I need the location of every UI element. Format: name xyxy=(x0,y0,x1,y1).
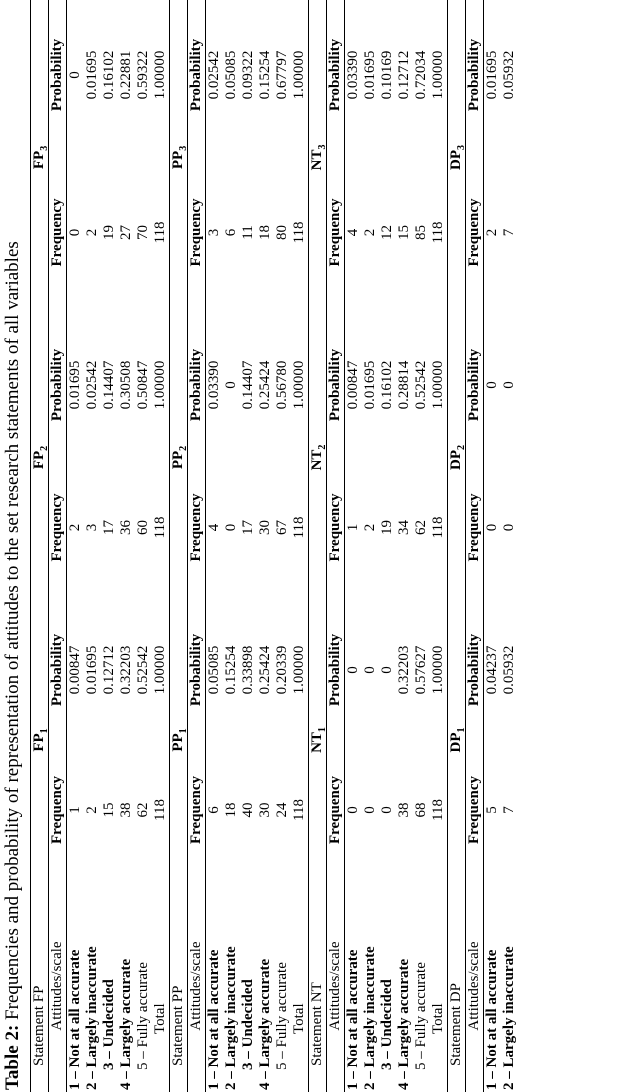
frequency-cell: 15 xyxy=(396,224,412,240)
frequency-cell: 34 xyxy=(396,519,412,535)
frequency-cell: 62 xyxy=(413,519,429,535)
probability-header: Probability xyxy=(327,0,345,150)
attitude-label: 4 – Largely accurate xyxy=(257,958,273,1090)
table-row xyxy=(135,0,152,1092)
statement-row xyxy=(309,0,327,1092)
frequency-cell: 4 xyxy=(345,228,361,237)
probability-cell: 0.10169 xyxy=(379,50,395,100)
attitude-label: 3 – Undecided xyxy=(101,979,117,1070)
frequency-cell: 0 xyxy=(223,523,239,532)
attitude-label: 1 – Not at all accurate xyxy=(345,949,361,1090)
attitude-label: 2 – Largely inaccurate xyxy=(501,946,517,1090)
column-header-row xyxy=(327,0,345,1092)
attitudes-header: Attitudes/scale xyxy=(466,880,484,1092)
attitude-label: Total xyxy=(291,1003,307,1034)
table-row xyxy=(345,0,363,1092)
attitude-label: 2 – Largely inaccurate xyxy=(84,946,100,1090)
probability-cell: 0.01695 xyxy=(362,50,378,100)
probability-cell: 0 xyxy=(67,71,83,79)
probability-cell: 0 xyxy=(484,381,500,389)
table-row xyxy=(67,0,85,1092)
probability-cell: 1.00000 xyxy=(152,360,168,410)
statement-row xyxy=(448,0,466,1092)
probability-header: Probability xyxy=(327,600,345,740)
variable-subscript: 2 xyxy=(456,444,467,450)
probability-cell: 0.05085 xyxy=(206,645,222,695)
probability-cell: 0 xyxy=(345,666,361,674)
probability-cell: 0.01695 xyxy=(484,50,500,100)
total-row xyxy=(430,0,448,1092)
table-row xyxy=(501,0,518,1092)
frequency-cell: 118 xyxy=(152,516,168,539)
probability-cell: 0.52542 xyxy=(413,360,429,410)
frequency-cell: 40 xyxy=(240,802,256,818)
variable-subscript: 2 xyxy=(178,445,189,451)
frequency-cell: 118 xyxy=(430,799,446,821)
frequency-header: Frequency xyxy=(466,455,484,600)
frequency-cell: 2 xyxy=(362,523,378,532)
probability-header: Probability xyxy=(327,315,345,455)
frequency-header: Frequency xyxy=(466,740,484,880)
frequency-cell: 60 xyxy=(135,519,151,535)
probability-cell: 1.00000 xyxy=(430,360,446,410)
statement-label: Statement NT xyxy=(309,880,327,1092)
probability-cell: 0.14407 xyxy=(240,360,256,410)
table-caption xyxy=(0,241,26,1090)
variable-group-header xyxy=(170,600,188,880)
variable-group-header xyxy=(309,315,327,600)
probability-cell: 0.01695 xyxy=(67,360,83,410)
frequency-header: Frequency xyxy=(188,740,206,880)
frequency-cell: 24 xyxy=(274,802,290,818)
table-row xyxy=(257,0,274,1092)
table-row xyxy=(379,0,396,1092)
probability-cell: 0.03390 xyxy=(345,50,361,100)
probability-cell: 0.56780 xyxy=(274,360,290,410)
frequency-header: Frequency xyxy=(49,740,67,880)
attitude-label: 2 – Largely inaccurate xyxy=(223,946,239,1090)
frequency-cell: 17 xyxy=(101,519,117,535)
table-row xyxy=(362,0,379,1092)
frequency-cell: 3 xyxy=(84,523,100,532)
variable-group-header xyxy=(448,315,466,600)
probability-header: Probability xyxy=(49,315,67,455)
probability-cell: 0.05932 xyxy=(501,645,517,695)
probability-cell: 0.22881 xyxy=(118,50,134,100)
variable-name: DP xyxy=(448,449,464,470)
table-row xyxy=(206,0,224,1092)
frequency-cell: 2 xyxy=(362,228,378,237)
frequency-header: Frequency xyxy=(327,455,345,600)
statement-label: Statement FP xyxy=(31,880,49,1092)
probability-cell: 0.32203 xyxy=(396,645,412,695)
probability-cell: 0.04237 xyxy=(484,645,500,695)
frequency-cell: 0 xyxy=(379,806,395,814)
frequency-cell: 7 xyxy=(501,806,517,814)
probability-cell: 0.20339 xyxy=(274,645,290,695)
frequency-cell: 17 xyxy=(240,519,256,535)
probability-cell: 0.30508 xyxy=(118,360,134,410)
frequency-cell: 1 xyxy=(67,806,83,814)
probability-cell: 0.03390 xyxy=(206,360,222,410)
probability-header: Probability xyxy=(466,600,484,740)
table-row xyxy=(118,0,135,1092)
probability-header: Probability xyxy=(188,600,206,740)
probability-cell: 0.15254 xyxy=(223,645,239,695)
attitudes-header: Attitudes/scale xyxy=(49,880,67,1092)
probability-cell: 0.15254 xyxy=(257,50,273,100)
probability-cell: 1.00000 xyxy=(152,645,168,695)
frequency-cell: 18 xyxy=(257,224,273,240)
frequency-cell: 80 xyxy=(274,224,290,240)
attitudes-header: Attitudes/scale xyxy=(188,880,206,1092)
variable-subscript: 3 xyxy=(456,144,467,150)
attitude-label: 5 – Fully accurate xyxy=(274,962,290,1070)
variable-name: PP xyxy=(170,733,186,752)
variable-subscript: 1 xyxy=(317,727,328,733)
frequency-cell: 30 xyxy=(257,519,273,535)
variable-group-header xyxy=(309,0,327,315)
variable-subscript: 1 xyxy=(456,727,467,733)
frequency-cell: 36 xyxy=(118,519,134,535)
variable-group-header xyxy=(31,0,49,315)
table-row xyxy=(484,0,502,1092)
table-row xyxy=(413,0,430,1092)
frequency-cell: 15 xyxy=(101,802,117,818)
variable-group-header xyxy=(170,0,188,315)
probability-cell: 0.12712 xyxy=(101,645,117,695)
frequency-cell: 0 xyxy=(362,806,378,814)
frequency-cell: 118 xyxy=(291,799,307,821)
variable-subscript: 3 xyxy=(39,145,50,151)
frequency-cell: 1 xyxy=(345,523,361,532)
probability-cell: 0.25424 xyxy=(257,360,273,410)
probability-cell: 0.02542 xyxy=(84,360,100,410)
probability-cell: 0 xyxy=(501,381,517,389)
probability-header: Probability xyxy=(466,0,484,150)
probability-header: Probability xyxy=(188,0,206,150)
variable-subscript: 3 xyxy=(317,144,328,150)
variable-subscript: 1 xyxy=(178,728,189,734)
frequency-cell: 2 xyxy=(484,228,500,237)
probability-cell: 0.52542 xyxy=(135,645,151,695)
probability-cell: 0.01695 xyxy=(362,360,378,410)
frequency-cell: 0 xyxy=(67,228,83,237)
column-header-row xyxy=(466,0,484,1092)
table-row xyxy=(274,0,291,1092)
caption-label: Table 2: xyxy=(2,1024,23,1090)
probability-cell: 0 xyxy=(379,666,395,674)
table-body xyxy=(31,0,519,1092)
probability-cell: 0 xyxy=(223,381,239,389)
variable-name: FP xyxy=(31,733,47,752)
attitude-label: Total xyxy=(430,1003,446,1034)
probability-cell: 0.57627 xyxy=(413,645,429,695)
attitude-label: 2 – Largely inaccurate xyxy=(362,946,378,1090)
frequency-cell: 4 xyxy=(206,523,222,532)
probability-cell: 0.25424 xyxy=(257,645,273,695)
probability-cell: 0.05085 xyxy=(223,50,239,100)
frequency-cell: 118 xyxy=(430,516,446,539)
probability-cell: 0.28814 xyxy=(396,360,412,410)
total-row xyxy=(152,0,170,1092)
frequency-cell: 118 xyxy=(291,516,307,539)
frequency-header: Frequency xyxy=(188,150,206,315)
frequency-cell: 19 xyxy=(101,224,117,240)
table-row xyxy=(240,0,257,1092)
frequency-cell: 3 xyxy=(206,228,222,237)
variable-name: NT xyxy=(309,732,325,753)
variable-subscript: 2 xyxy=(317,444,328,450)
attitude-label: 1 – Not at all accurate xyxy=(67,949,83,1090)
probability-header: Probability xyxy=(188,315,206,455)
probability-cell: 0.01695 xyxy=(84,50,100,100)
probability-cell: 1.00000 xyxy=(291,360,307,410)
frequency-header: Frequency xyxy=(49,150,67,315)
frequency-cell: 19 xyxy=(379,519,395,535)
frequency-cell: 118 xyxy=(291,221,307,244)
variable-name: PP xyxy=(170,450,186,470)
frequency-cell: 2 xyxy=(84,806,100,814)
frequency-cell: 118 xyxy=(430,221,446,244)
attitude-label: 4 – Largely accurate xyxy=(396,958,412,1090)
frequency-cell: 0 xyxy=(501,523,517,532)
variable-group-header xyxy=(309,600,327,880)
variable-subscript: 1 xyxy=(39,728,50,734)
probability-header: Probability xyxy=(49,600,67,740)
frequency-header: Frequency xyxy=(188,455,206,600)
attitudes-header: Attitudes/scale xyxy=(327,880,345,1092)
attitude-label: 4 – Largely accurate xyxy=(118,958,134,1090)
probability-cell: 1.00000 xyxy=(430,50,446,100)
probability-cell: 0.32203 xyxy=(118,645,134,695)
table-row xyxy=(84,0,101,1092)
variable-subscript: 2 xyxy=(39,445,50,451)
column-header-row xyxy=(188,0,206,1092)
probability-cell: 0.72034 xyxy=(413,50,429,100)
statement-label: Statement PP xyxy=(170,880,188,1092)
probability-cell: 1.00000 xyxy=(291,50,307,100)
column-header-row xyxy=(49,0,67,1092)
variable-group-header xyxy=(31,315,49,600)
probability-cell: 0.16102 xyxy=(101,50,117,100)
variable-name: DP xyxy=(448,149,464,170)
probability-cell: 0.09322 xyxy=(240,50,256,100)
frequency-cell: 27 xyxy=(118,224,134,240)
attitude-label: 3 – Undecided xyxy=(240,979,256,1070)
attitude-label: 3 – Undecided xyxy=(379,979,395,1070)
variable-name: NT xyxy=(309,149,325,171)
frequency-table xyxy=(30,0,518,1092)
attitude-label: 1 – Not at all accurate xyxy=(206,949,222,1090)
probability-cell: 0.59322 xyxy=(135,50,151,100)
probability-cell: 0.12712 xyxy=(396,50,412,100)
attitude-label: Total xyxy=(152,1003,168,1034)
variable-subscript: 3 xyxy=(178,145,189,151)
statement-row xyxy=(170,0,188,1092)
statement-label: Statement DP xyxy=(448,880,466,1092)
variable-name: FP xyxy=(31,150,47,170)
probability-header: Probability xyxy=(466,315,484,455)
variable-group-header xyxy=(448,0,466,315)
probability-header: Probability xyxy=(49,0,67,150)
frequency-cell: 118 xyxy=(152,221,168,244)
frequency-header: Frequency xyxy=(49,455,67,600)
probability-cell: 0.05932 xyxy=(501,50,517,100)
attitude-label: 5 – Fully accurate xyxy=(413,962,429,1070)
probability-cell: 0.33898 xyxy=(240,645,256,695)
frequency-cell: 62 xyxy=(135,802,151,818)
variable-name: PP xyxy=(170,150,186,170)
frequency-cell: 7 xyxy=(501,228,517,237)
variable-group-header xyxy=(31,600,49,880)
probability-cell: 0 xyxy=(362,666,378,674)
frequency-cell: 67 xyxy=(274,519,290,535)
frequency-cell: 70 xyxy=(135,224,151,240)
probability-cell: 0.00847 xyxy=(67,645,83,695)
table-row xyxy=(223,0,240,1092)
probability-cell: 0.01695 xyxy=(84,645,100,695)
caption-text: Frequencies and probability of representation of attitudes to the set research statements of all variables xyxy=(2,241,23,1025)
frequency-cell: 118 xyxy=(152,799,168,821)
frequency-cell: 12 xyxy=(379,224,395,240)
table-row xyxy=(101,0,118,1092)
frequency-cell: 38 xyxy=(396,802,412,818)
frequency-cell: 0 xyxy=(484,523,500,532)
frequency-cell: 5 xyxy=(484,806,500,814)
frequency-cell: 30 xyxy=(257,802,273,818)
attitude-label: 1 – Not at all accurate xyxy=(484,949,500,1090)
probability-cell: 0.14407 xyxy=(101,360,117,410)
variable-group-header xyxy=(170,315,188,600)
frequency-cell: 6 xyxy=(223,228,239,237)
frequency-cell: 0 xyxy=(345,806,361,814)
variable-group-header xyxy=(448,600,466,880)
probability-cell: 0.67797 xyxy=(274,50,290,100)
probability-cell: 0.50847 xyxy=(135,360,151,410)
frequency-cell: 2 xyxy=(84,228,100,237)
probability-cell: 1.00000 xyxy=(291,645,307,695)
frequency-header: Frequency xyxy=(327,150,345,315)
probability-cell: 0.00847 xyxy=(345,360,361,410)
frequency-cell: 11 xyxy=(240,225,256,240)
frequency-cell: 18 xyxy=(223,802,239,818)
probability-cell: 1.00000 xyxy=(152,50,168,100)
probability-cell: 1.00000 xyxy=(430,645,446,695)
probability-cell: 0.16102 xyxy=(379,360,395,410)
variable-name: DP xyxy=(448,732,464,753)
frequency-cell: 38 xyxy=(118,802,134,818)
frequency-header: Frequency xyxy=(327,740,345,880)
frequency-cell: 85 xyxy=(413,224,429,240)
table-row xyxy=(396,0,413,1092)
attitude-label: 5 – Fully accurate xyxy=(135,962,151,1070)
variable-name: NT xyxy=(309,449,325,471)
frequency-header: Frequency xyxy=(466,150,484,315)
statement-row xyxy=(31,0,49,1092)
total-row xyxy=(291,0,309,1092)
variable-name: FP xyxy=(31,450,47,470)
probability-cell: 0.02542 xyxy=(206,50,222,100)
frequency-cell: 2 xyxy=(67,523,83,532)
frequency-cell: 68 xyxy=(413,802,429,818)
frequency-cell: 6 xyxy=(206,806,222,814)
